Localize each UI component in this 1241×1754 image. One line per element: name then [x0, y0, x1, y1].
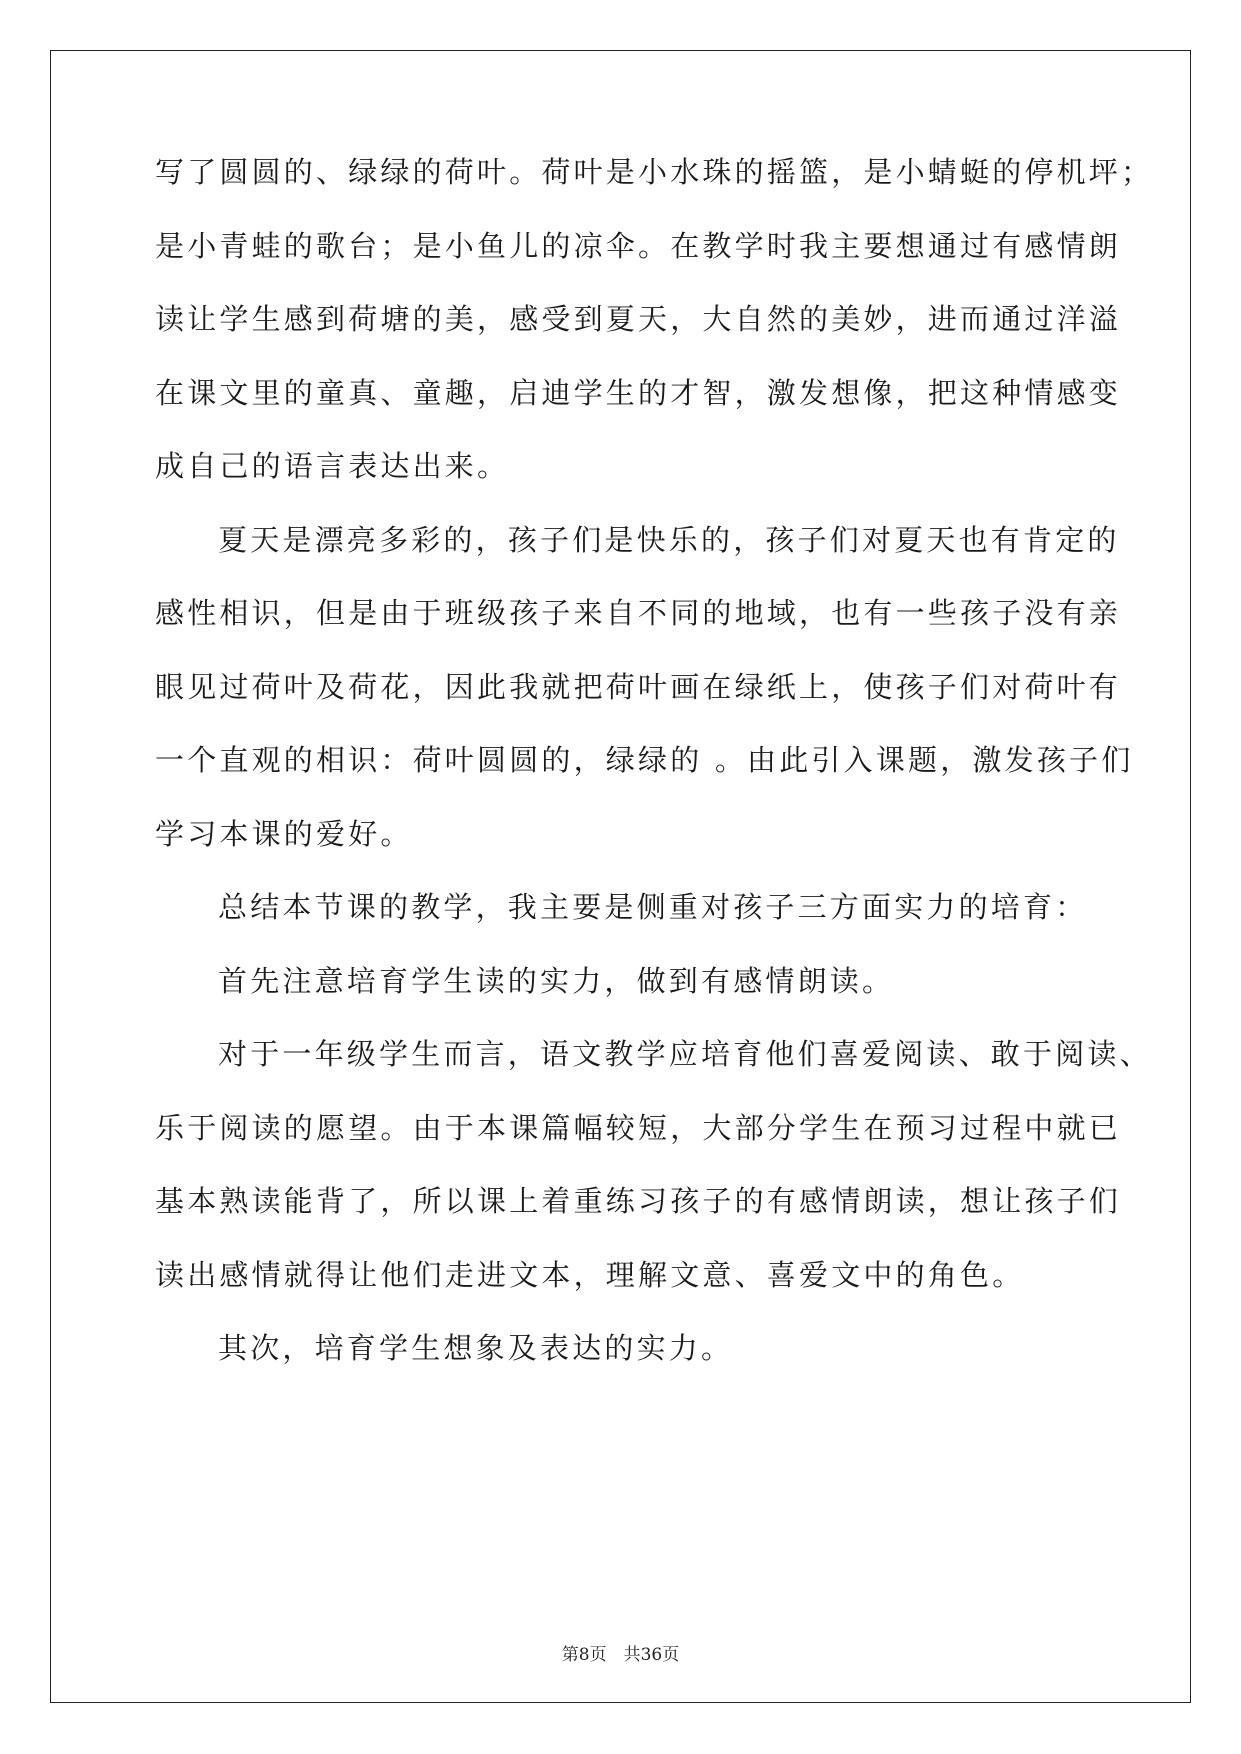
text-line: 在课文里的童真、童趣，启迪学生的才智，激发想像，把这种情感变 — [155, 376, 1122, 410]
text-line: 对于一年级学生而言，语文教学应培育他们喜爱阅读、敢于阅读、 — [218, 1037, 1152, 1071]
page-border — [50, 50, 1191, 1703]
text-line: 写了圆圆的、绿绿的荷叶。荷叶是小水珠的摇篮，是小蜻蜓的停机坪； — [155, 155, 1154, 189]
text-line: 首先注意培育学生读的实力，做到有感情朗读。 — [218, 964, 895, 998]
text-line: 夏天是漂亮多彩的，孩子们是快乐的，孩子们对夏天也有肯定的 — [218, 523, 1120, 557]
text-line: 眼见过荷叶及荷花，因此我就把荷叶画在绿纸上，使孩子们对荷叶有 — [155, 670, 1122, 704]
text-line: 乐于阅读的愿望。由于本课篇幅较短，大部分学生在预习过程中就已 — [155, 1111, 1122, 1145]
page-number-footer: 第8页 共36页 — [561, 1645, 680, 1665]
text-line: 基本熟读能背了，所以课上着重练习孩子的有感情朗读，想让孩子们 — [155, 1184, 1122, 1218]
text-line: 其次，培育学生想象及表达的实力。 — [218, 1331, 734, 1365]
text-line: 读让学生感到荷塘的美，感受到夏天，大自然的美妙，进而通过洋溢 — [155, 302, 1122, 336]
text-line: 一个直观的相识：荷叶圆圆的，绿绿的 。由此引入课题，激发孩子们 — [155, 743, 1134, 777]
text-line: 总结本节课的教学，我主要是侧重对孩子三方面实力的培育： — [218, 890, 1088, 924]
text-line: 成自己的语言表达出来。 — [155, 449, 510, 483]
text-line: 是小青蛙的歌台；是小鱼儿的凉伞。在教学时我主要想通过有感情朗 — [155, 229, 1122, 263]
text-line: 感性相识，但是由于班级孩子来自不同的地域，也有一些孩子没有亲 — [155, 596, 1122, 630]
text-line: 读出感情就得让他们走进文本，理解文意、喜爱文中的角色。 — [155, 1258, 1025, 1292]
text-line: 学习本课的爱好。 — [155, 817, 413, 851]
